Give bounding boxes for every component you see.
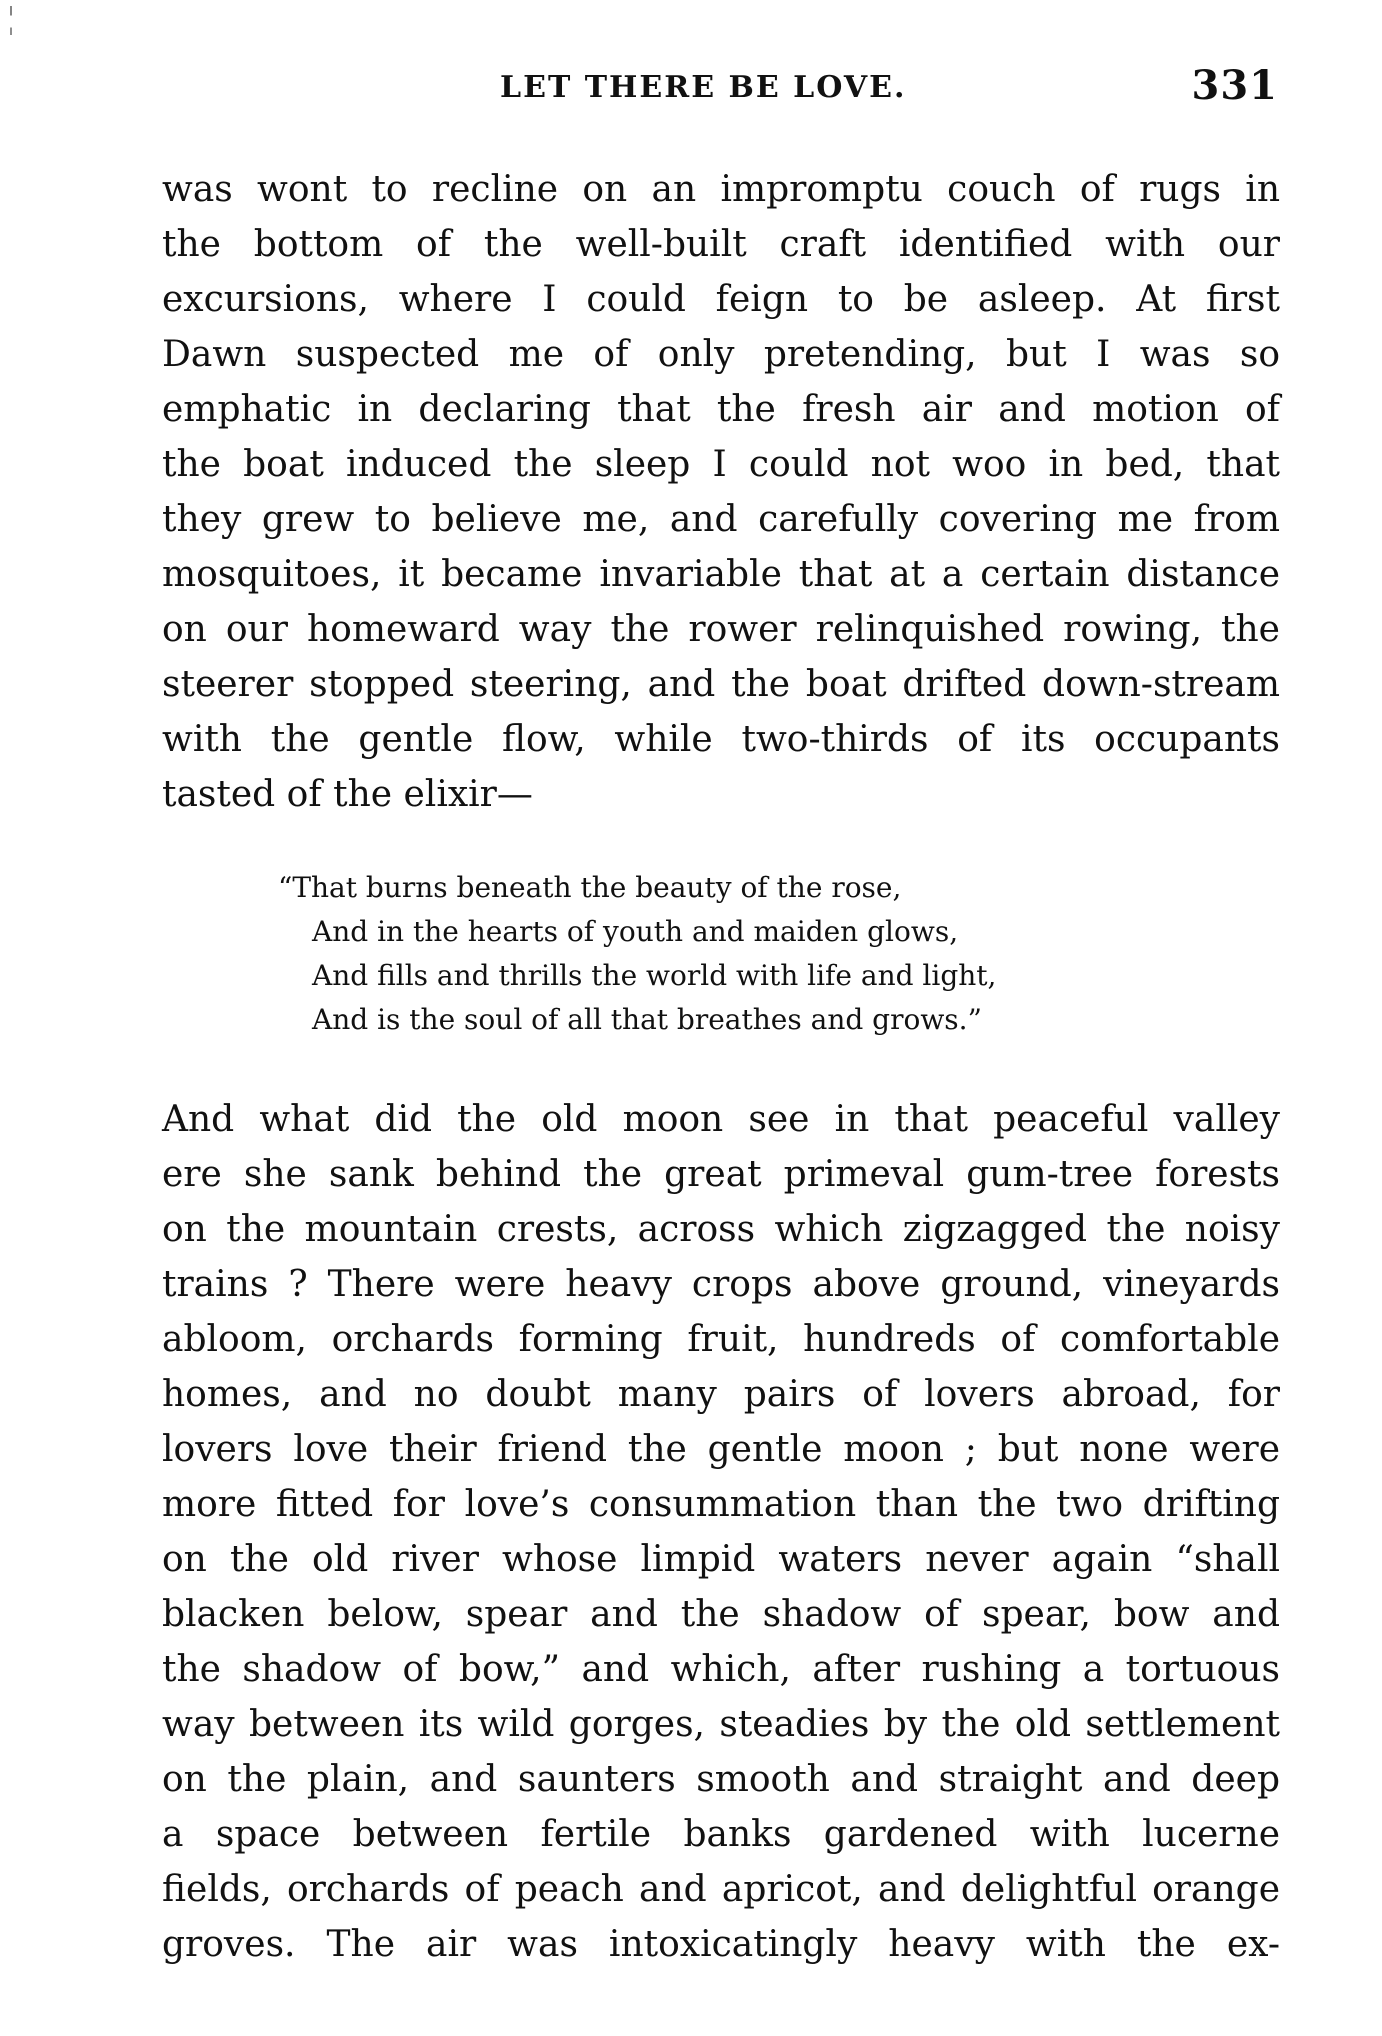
paragraph-2 [162, 1092, 1280, 1972]
page-header [160, 62, 1278, 114]
text-line: on the mountain crests, across which zigzagged the noisy [162, 1209, 1280, 1250]
text-line: a space between fertile banks gardened with lucerne [162, 1814, 1280, 1855]
text-line: emphatic in declaring that the fresh air and motion of [162, 389, 1280, 430]
text-line: steerer stopped steering, and the boat drifted down-stream [162, 664, 1280, 705]
text-line: excursions, where I could feign to be asleep. At first [162, 279, 1280, 320]
text-line: with the gentle flow, while two-thirds of its occupants [162, 719, 1280, 760]
text-line: was wont to recline on an impromptu couch of rugs in [162, 169, 1280, 210]
text-line: on the old river whose limpid waters never again “shall [162, 1539, 1280, 1580]
text-line: fields, orchards of peach and apricot, and delightful orange [162, 1869, 1280, 1910]
text-line: lovers love their friend the gentle moon ; but none were [162, 1429, 1280, 1470]
verse-line: “That burns beneath the beauty of the rose, [278, 871, 902, 904]
text-line: mosquitoes, it became invariable that at a certain distance [162, 554, 1280, 595]
text-line: Dawn suspected me of only pretending, but I was so [162, 334, 1280, 375]
page-number: 331 [1191, 62, 1278, 109]
text-line: ere she sank behind the great primeval gum-tree forests [162, 1154, 1280, 1195]
paragraph-1 [162, 162, 1280, 822]
text-line: tasted of the elixir— [162, 774, 533, 815]
text-line: blacken below, spear and the shadow of spear, bow and [162, 1594, 1280, 1635]
verse-line: And in the hearts of youth and maiden glows, [312, 915, 959, 948]
margin-mark [10, 6, 12, 54]
text-line: homes, and no doubt many pairs of lovers abroad, for [162, 1374, 1280, 1415]
text-line: the boat induced the sleep I could not woo in bed, that [162, 444, 1280, 485]
text-line: on our homeward way the rower relinquished rowing, the [162, 609, 1280, 650]
text-line: trains ? There were heavy crops above ground, vineyards [162, 1264, 1280, 1305]
text-line: way between its wild gorges, steadies by the old settlement [162, 1704, 1280, 1745]
verse-quotation [278, 866, 1038, 1042]
text-line: the bottom of the well-built craft identified with our [162, 224, 1280, 265]
text-line: And what did the old moon see in that peaceful valley [162, 1099, 1280, 1140]
text-line: they grew to believe me, and carefully covering me from [162, 499, 1280, 540]
text-line: groves. The air was intoxicatingly heavy with the ex- [162, 1924, 1280, 1965]
verse-line: And is the soul of all that breathes and grows.” [312, 1003, 982, 1036]
text-line: abloom, orchards forming fruit, hundreds of comfortable [162, 1319, 1280, 1360]
text-line: on the plain, and saunters smooth and straight and deep [162, 1759, 1280, 1800]
running-title: LET THERE BE LOVE. [500, 70, 907, 105]
verse-line: And fills and thrills the world with life and light, [312, 959, 997, 992]
text-line: more fitted for love’s consummation than the two drifting [162, 1484, 1280, 1525]
text-line: the shadow of bow,” and which, after rushing a tortuous [162, 1649, 1280, 1690]
